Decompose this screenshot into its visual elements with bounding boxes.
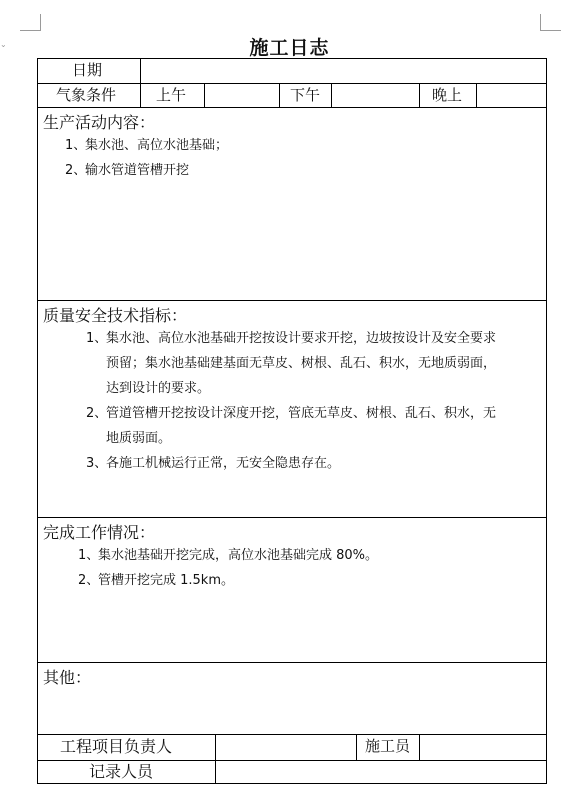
afternoon-label: 下午: [290, 86, 321, 104]
date-label: 日期: [72, 61, 103, 79]
site-worker-label: 施工员: [365, 737, 411, 755]
list-item: 2、 管道管槽开挖按设计深度开挖，管底无草皮、树根、乱石、积水，无 地质弱面。: [86, 406, 497, 446]
production-list: [65, 133, 228, 183]
evening-weather-field[interactable]: [480, 84, 542, 107]
date-field[interactable]: [148, 59, 538, 82]
completion-section-title: 完成工作情况：: [43, 523, 156, 542]
recorder-label: 记录人员: [89, 762, 154, 781]
list-item: 2、 输水管道管槽开挖: [65, 163, 190, 178]
list-item: 3、 各施工机械运行正常，无安全隐患存在。: [86, 456, 341, 471]
list-item: 1、 集水池基础开挖完成，高位水池基础完成 80%。: [78, 548, 379, 563]
page-corner-mark-right: [540, 14, 561, 31]
morning-label: 上午: [156, 86, 187, 104]
construction-log-table: [37, 58, 547, 784]
recorder-field[interactable]: [220, 760, 542, 783]
document-title: 施工日志: [249, 37, 330, 59]
quality-list: [86, 326, 546, 476]
list-item: 1、 集水池、高位水池基础；: [65, 138, 229, 153]
other-section-title: 其他：: [43, 668, 92, 687]
list-item: 1、 集水池、高位水池基础开挖按设计要求开挖，边坡按设计及安全要求 预留；集水池基础建基面无草皮、树根、乱石、积水，无地质弱面， 达到设计的要求。: [86, 331, 497, 396]
list-item: 2、 管槽开挖完成 1.5km。: [78, 573, 234, 588]
completion-list: [78, 543, 378, 593]
project-manager-field[interactable]: [220, 735, 352, 758]
site-worker-field[interactable]: [424, 735, 542, 758]
afternoon-weather-field[interactable]: [336, 84, 416, 107]
project-manager-label: 工程项目负责人: [60, 737, 173, 756]
margin-marker-icon: ⌄: [0, 40, 7, 49]
weather-label: 气象条件: [56, 86, 117, 104]
quality-section-title: 质量安全技术指标：: [43, 306, 188, 325]
page-corner-mark-left: [20, 14, 41, 31]
production-section-title: 生产活动内容：: [43, 113, 156, 132]
evening-label: 晚上: [432, 86, 463, 104]
morning-weather-field[interactable]: [208, 84, 274, 107]
